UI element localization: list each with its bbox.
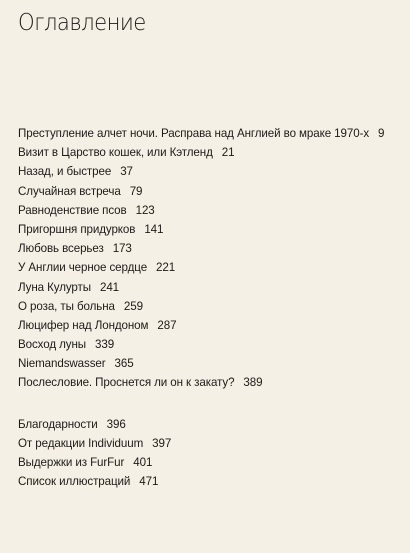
toc-entry (18, 472, 410, 491)
toc-entry-title: У Англии черное сердце (18, 261, 148, 275)
toc-entry-page: 259 (123, 299, 143, 313)
toc-entry (18, 220, 410, 239)
toc-entry (18, 297, 410, 316)
toc-entry-title: Луна Кулурты (18, 280, 91, 294)
toc-entry-title: Список иллюстраций (18, 475, 131, 489)
toc-entry-page: 396 (106, 418, 126, 431)
toc-entry-page: 79 (129, 184, 143, 198)
toc-entry (18, 316, 410, 335)
toc-entry-page: 401 (133, 456, 153, 470)
toc-entry (18, 278, 410, 297)
toc-entry-title: Визит в Царство кошек, или Кэтленд (18, 146, 213, 160)
toc-entry-title: Преступление алчет ночи. Расправа над Англией во мраке 1970-х (18, 127, 370, 140)
toc-entry-page: 471 (139, 475, 159, 489)
toc-entry-page: 221 (156, 261, 176, 275)
toc-entry-title: Восход луны (18, 338, 87, 352)
toc-entry-page: 287 (157, 318, 177, 332)
chapter-list (18, 124, 410, 393)
toc-entry-title: Пригоршня придурков (18, 222, 136, 236)
toc-entry-page: 365 (114, 357, 134, 371)
toc-entry (18, 354, 410, 373)
toc-entry (18, 258, 410, 277)
toc-entry-title: От редакции Individuum (18, 437, 144, 451)
toc-entry (18, 453, 410, 472)
toc-entry-title: Случайная встреча (18, 184, 121, 198)
toc-entry-title: О роза, ты больна (18, 299, 115, 313)
toc-entry-title: Люцифер над Лондоном (18, 318, 149, 332)
toc-entry-page: 123 (135, 203, 155, 217)
toc-entry-page: 339 (95, 338, 115, 352)
toc-entry-title: Благодарности (18, 418, 98, 431)
toc-entry (18, 415, 410, 434)
toc-entry (18, 434, 410, 453)
toc-entry-title: Послесловие. Проснется ли он к закату? (18, 376, 235, 390)
toc-entry-title: Назад, и быстрее (18, 165, 112, 179)
toc-entry-title: Выдержки из FurFur (18, 456, 125, 470)
toc-entry (18, 143, 410, 162)
toc-entry (18, 201, 410, 220)
toc-entry-page: 37 (120, 165, 133, 179)
toc-entry-page: 389 (243, 376, 263, 390)
page-title: Оглавление (18, 10, 146, 36)
toc-entry-title: Niemandswasser (18, 357, 106, 371)
toc-entry-page: 397 (152, 437, 172, 451)
toc-entry-page: 141 (144, 222, 164, 236)
toc-entry-page: 21 (221, 146, 235, 160)
toc-entry (18, 239, 410, 258)
toc-entry (18, 373, 410, 392)
toc-entry (18, 124, 410, 143)
toc-entry (18, 335, 410, 354)
back-matter-list (18, 415, 410, 491)
toc-entry (18, 162, 410, 181)
toc-entry-page: 9 (378, 127, 385, 140)
toc-entry-page: 241 (99, 280, 120, 294)
toc-entry-page: 173 (112, 242, 132, 256)
toc-entry-title: Любовь всерьез (18, 242, 104, 256)
toc-entry (18, 182, 410, 201)
toc-entry-title: Равноденствие псов (18, 203, 127, 217)
